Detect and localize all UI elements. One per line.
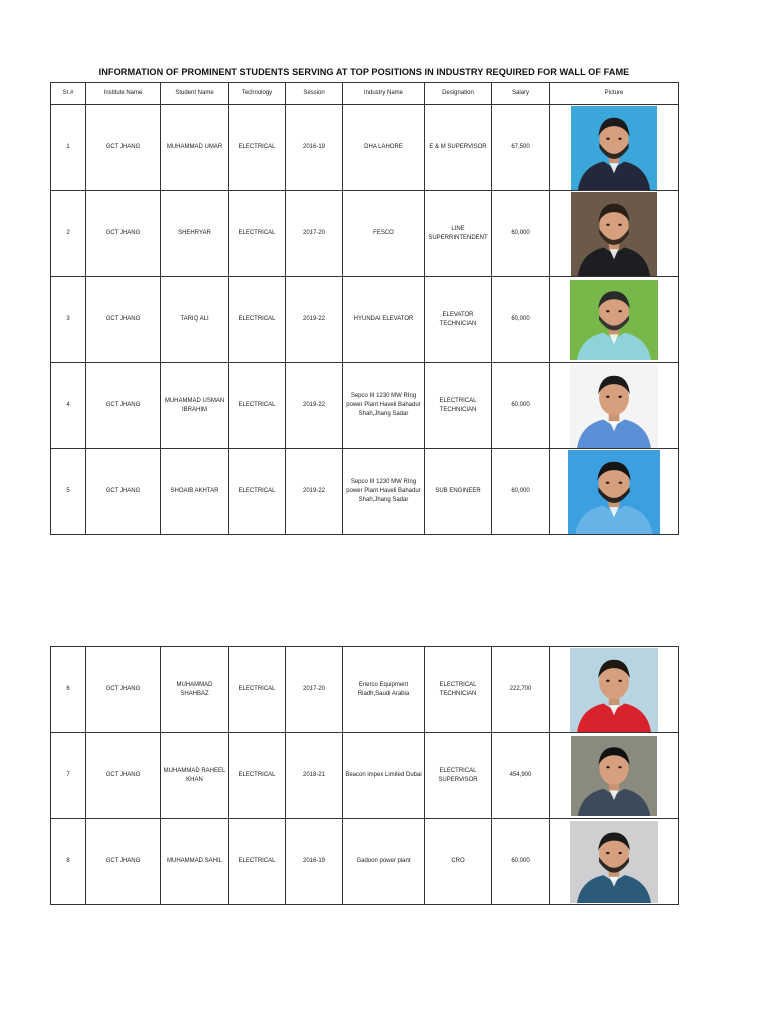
cell-designation: ELECTRICAL SUPERVISOR: [425, 733, 492, 819]
student-photo: [570, 364, 658, 448]
cell-picture: [550, 105, 679, 191]
cell-salary: 454,900: [492, 733, 550, 819]
cell-sr: 2: [51, 191, 86, 277]
student-photo: [571, 106, 657, 190]
cell-student: SHEHRYAR: [161, 191, 229, 277]
col-header-sr: Sr.#: [51, 83, 86, 105]
table-row: [51, 733, 679, 819]
col-header-industry: Industry Name: [343, 83, 425, 105]
cell-institute: GCT JHANG: [86, 191, 161, 277]
cell-industry: FESCO: [343, 191, 425, 277]
col-header-session: Session: [286, 83, 343, 105]
cell-designation: ELECTRICAL TECHNICIAN: [425, 363, 492, 449]
cell-industry: Gadoon power plant: [343, 819, 425, 905]
cell-picture: [550, 363, 679, 449]
cell-session: 2017-20: [286, 647, 343, 733]
cell-technology: ELECTRICAL: [229, 191, 286, 277]
cell-sr: 7: [51, 733, 86, 819]
cell-session: 2019-22: [286, 449, 343, 535]
cell-technology: ELECTRICAL: [229, 277, 286, 363]
cell-industry: Sepco III 1230 MW RIng power Plant Haveli Bahadur Shah,Jhang Sadar: [343, 449, 425, 535]
cell-designation: CRO: [425, 819, 492, 905]
students-table-1: [50, 82, 679, 535]
cell-picture: [550, 733, 679, 819]
cell-industry: HYUNDAI ELEVATOR: [343, 277, 425, 363]
col-header-salary: Salary: [492, 83, 550, 105]
col-header-student: Student Name: [161, 83, 229, 105]
cell-technology: ELECTRICAL: [229, 363, 286, 449]
cell-student: SHOAIB AKHTAR: [161, 449, 229, 535]
cell-institute: GCT JHANG: [86, 819, 161, 905]
cell-technology: ELECTRICAL: [229, 647, 286, 733]
cell-session: 2016-19: [286, 819, 343, 905]
col-header-technology: Technology: [229, 83, 286, 105]
student-photo: [571, 736, 657, 816]
student-photo: [570, 648, 658, 732]
cell-designation: E & M SUPERVISOR: [425, 105, 492, 191]
col-header-designation: Designation: [425, 83, 492, 105]
students-table-2: [50, 646, 679, 905]
cell-picture: [550, 277, 679, 363]
cell-sr: 3: [51, 277, 86, 363]
cell-designation: LINE SUPERRINTENDENT: [425, 191, 492, 277]
table-row: [51, 449, 679, 535]
cell-institute: GCT JHANG: [86, 105, 161, 191]
cell-session: 2016-19: [286, 105, 343, 191]
cell-salary: 60,000: [492, 449, 550, 535]
cell-salary: 60,000: [492, 191, 550, 277]
cell-institute: GCT JHANG: [86, 449, 161, 535]
cell-salary: 222,700: [492, 647, 550, 733]
table-row: [51, 647, 679, 733]
cell-designation: SUB ENGINEER: [425, 449, 492, 535]
table-row: [51, 277, 679, 363]
table-row: [51, 105, 679, 191]
cell-designation: ELEVATOR TECHNICIAN: [425, 277, 492, 363]
cell-industry: Beacon impex Limited Dubai: [343, 733, 425, 819]
cell-designation: ELECTRICAL TECHNICIAN: [425, 647, 492, 733]
cell-session: 2017-20: [286, 191, 343, 277]
table-row: [51, 819, 679, 905]
cell-student: MUHAMMAD SHAHBAZ: [161, 647, 229, 733]
cell-picture: [550, 819, 679, 905]
cell-salary: 60,000: [492, 277, 550, 363]
cell-sr: 6: [51, 647, 86, 733]
cell-institute: GCT JHANG: [86, 733, 161, 819]
cell-session: 2019-22: [286, 277, 343, 363]
page-title: INFORMATION OF PROMINENT STUDENTS SERVING AT TOP POSITIONS IN INDUSTRY REQUIRED FOR WALL OF FAME: [98, 67, 630, 77]
cell-institute: GCT JHANG: [86, 647, 161, 733]
cell-technology: ELECTRICAL: [229, 819, 286, 905]
table-row: [51, 363, 679, 449]
student-photo: [570, 821, 658, 903]
cell-sr: 1: [51, 105, 86, 191]
cell-picture: [550, 449, 679, 535]
cell-picture: [550, 647, 679, 733]
cell-student: MUHAMMAD UMAR: [161, 105, 229, 191]
cell-industry: DHA LAHORE: [343, 105, 425, 191]
cell-salary: 60,000: [492, 363, 550, 449]
cell-institute: GCT JHANG: [86, 363, 161, 449]
cell-sr: 8: [51, 819, 86, 905]
student-photo: [571, 192, 657, 276]
cell-technology: ELECTRICAL: [229, 733, 286, 819]
cell-institute: GCT JHANG: [86, 277, 161, 363]
cell-salary: 67,500: [492, 105, 550, 191]
cell-technology: ELECTRICAL: [229, 105, 286, 191]
cell-industry: Enerco Equipment Riadh,Saudi Arabia: [343, 647, 425, 733]
cell-salary: 60,000: [492, 819, 550, 905]
cell-sr: 4: [51, 363, 86, 449]
col-header-picture: Picture: [550, 83, 679, 105]
table-header-row: [51, 83, 679, 105]
col-header-institute: Institute Name: [86, 83, 161, 105]
cell-technology: ELECTRICAL: [229, 449, 286, 535]
student-photo: [568, 450, 660, 534]
cell-sr: 5: [51, 449, 86, 535]
cell-industry: Sepco III 1230 MW RIng power Plant Haveli Bahadur Shah,Jhang Sadar: [343, 363, 425, 449]
cell-student: MUHAMMAD USMAN IBRAHIM: [161, 363, 229, 449]
table-row: [51, 191, 679, 277]
student-photo: [570, 280, 658, 360]
cell-session: 2018-21: [286, 733, 343, 819]
cell-student: MUHAMMAD SAHIL: [161, 819, 229, 905]
cell-session: 2019-22: [286, 363, 343, 449]
cell-student: MUHAMMAD RAHEEL KHAN: [161, 733, 229, 819]
cell-student: TARIQ ALI: [161, 277, 229, 363]
cell-picture: [550, 191, 679, 277]
